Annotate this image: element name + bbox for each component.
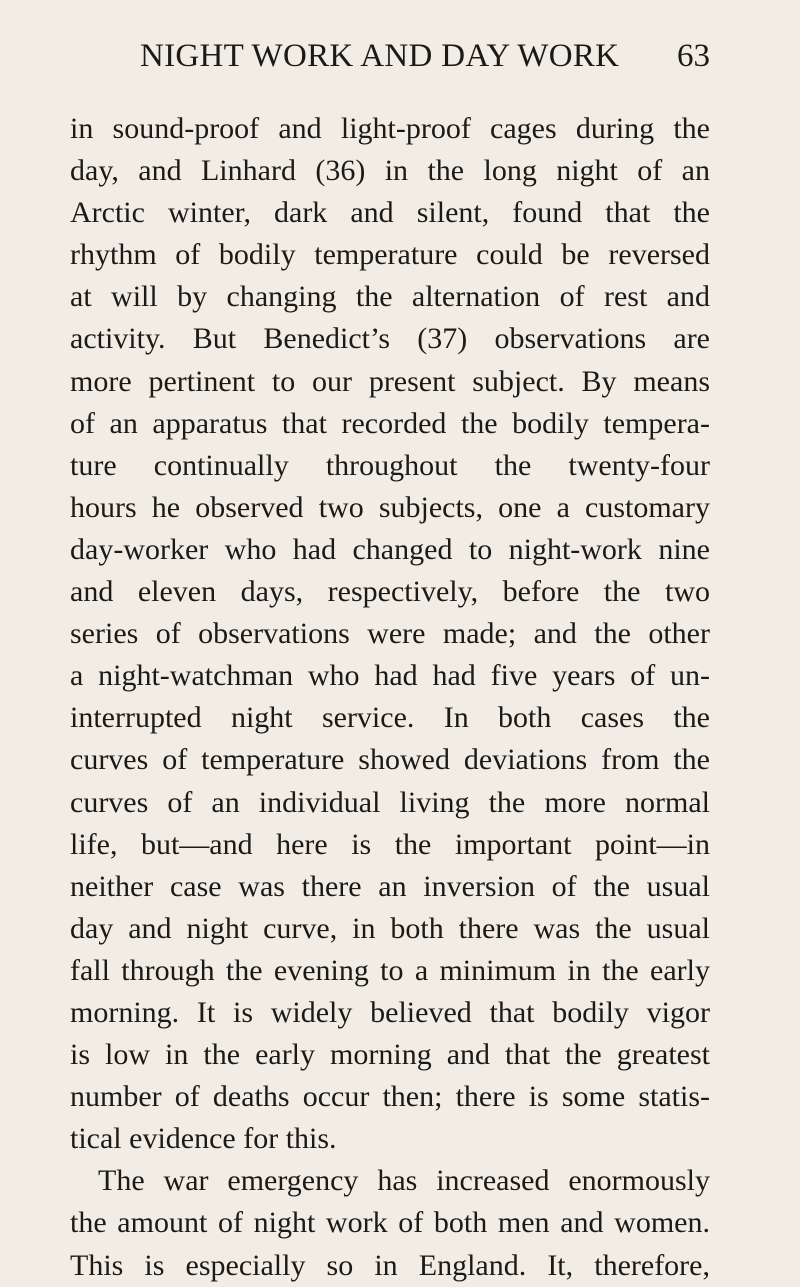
text-line: day and night curve, in both there was the usual	[70, 911, 710, 945]
text-line: neither case was there an inversion of the usual	[70, 869, 710, 903]
text-line: ture continually throughout the twenty-four	[70, 448, 710, 482]
text-line: in sound-proof and light-proof cages during the	[70, 112, 710, 145]
paragraph-end-line: tical evidence for this.	[70, 1122, 337, 1156]
text-line: curves of an individual living the more normal	[70, 785, 710, 819]
paragraph-start-line: The war emergency has increased enormously	[98, 1164, 710, 1198]
text-line: activity. But Benedict’s (37) observations are	[70, 322, 710, 356]
running-title: NIGHT WORK AND DAY WORK	[140, 38, 620, 74]
text-line: morning. It is widely believed that bodily vigor	[70, 995, 710, 1029]
text-line: interrupted night service. In both cases the	[70, 701, 710, 735]
text-line: day-worker who had changed to night-work nine	[70, 532, 710, 566]
text-line: curves of temperature showed deviations from the	[70, 743, 710, 777]
text-line: day, and Linhard (36) in the long night of an	[70, 154, 710, 188]
text-line: of an apparatus that recorded the bodily tempera-	[70, 406, 710, 440]
running-head	[140, 38, 710, 78]
text-line: the amount of night work of both men and women.	[70, 1206, 710, 1240]
text-line: life, but—and here is the important point—in	[70, 827, 710, 861]
page-number: 63	[677, 38, 710, 74]
text-line: at will by changing the alternation of rest and	[70, 280, 710, 314]
text-line: series of observations were made; and the other	[70, 617, 710, 651]
text-line: hours he observed two subjects, one a customary	[70, 490, 710, 524]
text-line: Arctic winter, dark and silent, found that the	[70, 196, 710, 230]
text-line: is low in the early morning and that the greatest	[70, 1038, 710, 1072]
text-line: fall through the evening to a minimum in the early	[70, 953, 710, 987]
text-line: rhythm of bodily temperature could be reversed	[70, 238, 710, 272]
text-line: more pertinent to our present subject. By means	[70, 364, 710, 398]
text-line: a night-watchman who had had five years of un-	[70, 659, 710, 693]
text-line: number of deaths occur then; there is some statis-	[70, 1080, 710, 1114]
body-text	[70, 108, 710, 1287]
text-line: and eleven days, respectively, before the two	[70, 575, 710, 609]
text-line: This is especially so in England. It, therefore,	[70, 1248, 710, 1282]
